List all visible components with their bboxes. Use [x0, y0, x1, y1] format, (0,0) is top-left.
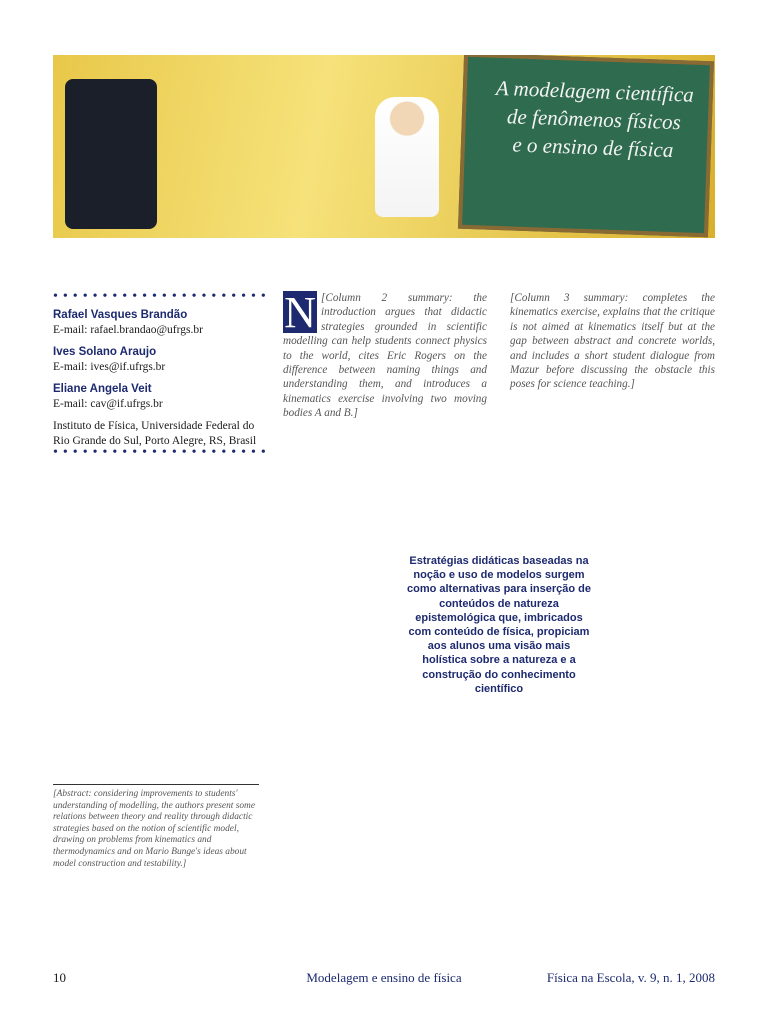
drop-cap: N [284, 288, 316, 337]
abstract [53, 784, 259, 870]
pull-quote: Estratégias didáticas baseadas na noção e uso de modelos surgem como alternativas para inserção de conteúdos de natureza epistemológica que, imbricados com conteúdo de física, propiciam aos alunos uma visão mais holística sobre a natureza e a construção do conhecimento científico [402, 552, 596, 698]
computer-tower-illustration [65, 79, 157, 229]
body-column-2 [283, 288, 487, 421]
author-block [53, 289, 271, 460]
author-name: Rafael Vasques Brandão [53, 309, 188, 321]
title-line: e o ensino de física [512, 132, 674, 163]
body-column-3 [510, 291, 715, 392]
running-title: Modelagem e ensino de física [306, 970, 462, 985]
title-line: de fenômenos físicos [506, 104, 682, 135]
divider: •••••••••••••••••••••• [53, 289, 271, 304]
author-name: Ives Solano Araujo [53, 346, 157, 358]
affiliation: Instituto de Física, Universidade Federal do Rio Grande do Sul, Porto Alegre, RS, Brasil [53, 420, 257, 447]
journal-citation: Física na Escola, v. 9, n. 1, 2008 [546, 970, 715, 985]
divider: •••••••••••••••••••••• [53, 445, 271, 460]
page-number: 10 [53, 970, 66, 985]
chalkboard [458, 55, 714, 237]
author-name: Eliane Angela Veit [53, 383, 152, 395]
author-email[interactable]: E-mail: ives@if.ufrgs.br [53, 360, 166, 373]
professor-illustration [375, 97, 439, 217]
title-line: A modelagem científica [495, 75, 695, 107]
author-email[interactable]: E-mail: cav@if.ufrgs.br [53, 397, 163, 410]
article-title [483, 73, 706, 165]
page-footer [53, 970, 715, 990]
header-banner [53, 55, 715, 238]
column-summary: [Column 2 summary: the introduction argues that didactic strategies grounded in scientific modelling can help students connect physics to the world, cites Eric Rogers on the difference between naming things and understanding them, and introduces a kinematics exercise involving two moving bodies A and B.] [283, 292, 487, 420]
author-email[interactable]: E-mail: rafael.brandao@ufrgs.br [53, 323, 203, 336]
column-summary: [Column 3 summary: completes the kinematics exercise, explains that the critique is not aimed at kinematics itself but at the gap between abstract and concrete worlds, and includes a short student dialogue from Mazur before discussing the obstacle this poses for science teaching.] [510, 292, 715, 391]
abstract-summary: [Abstract: considering improvements to students' understanding of modelling, the authors present some relations between theory and reality through didactic strategies based on the notion of scientific model, drawing on problems from kinematics and thermodynamics and on Mario Bunge's ideas about model construction and testability.] [53, 789, 255, 869]
